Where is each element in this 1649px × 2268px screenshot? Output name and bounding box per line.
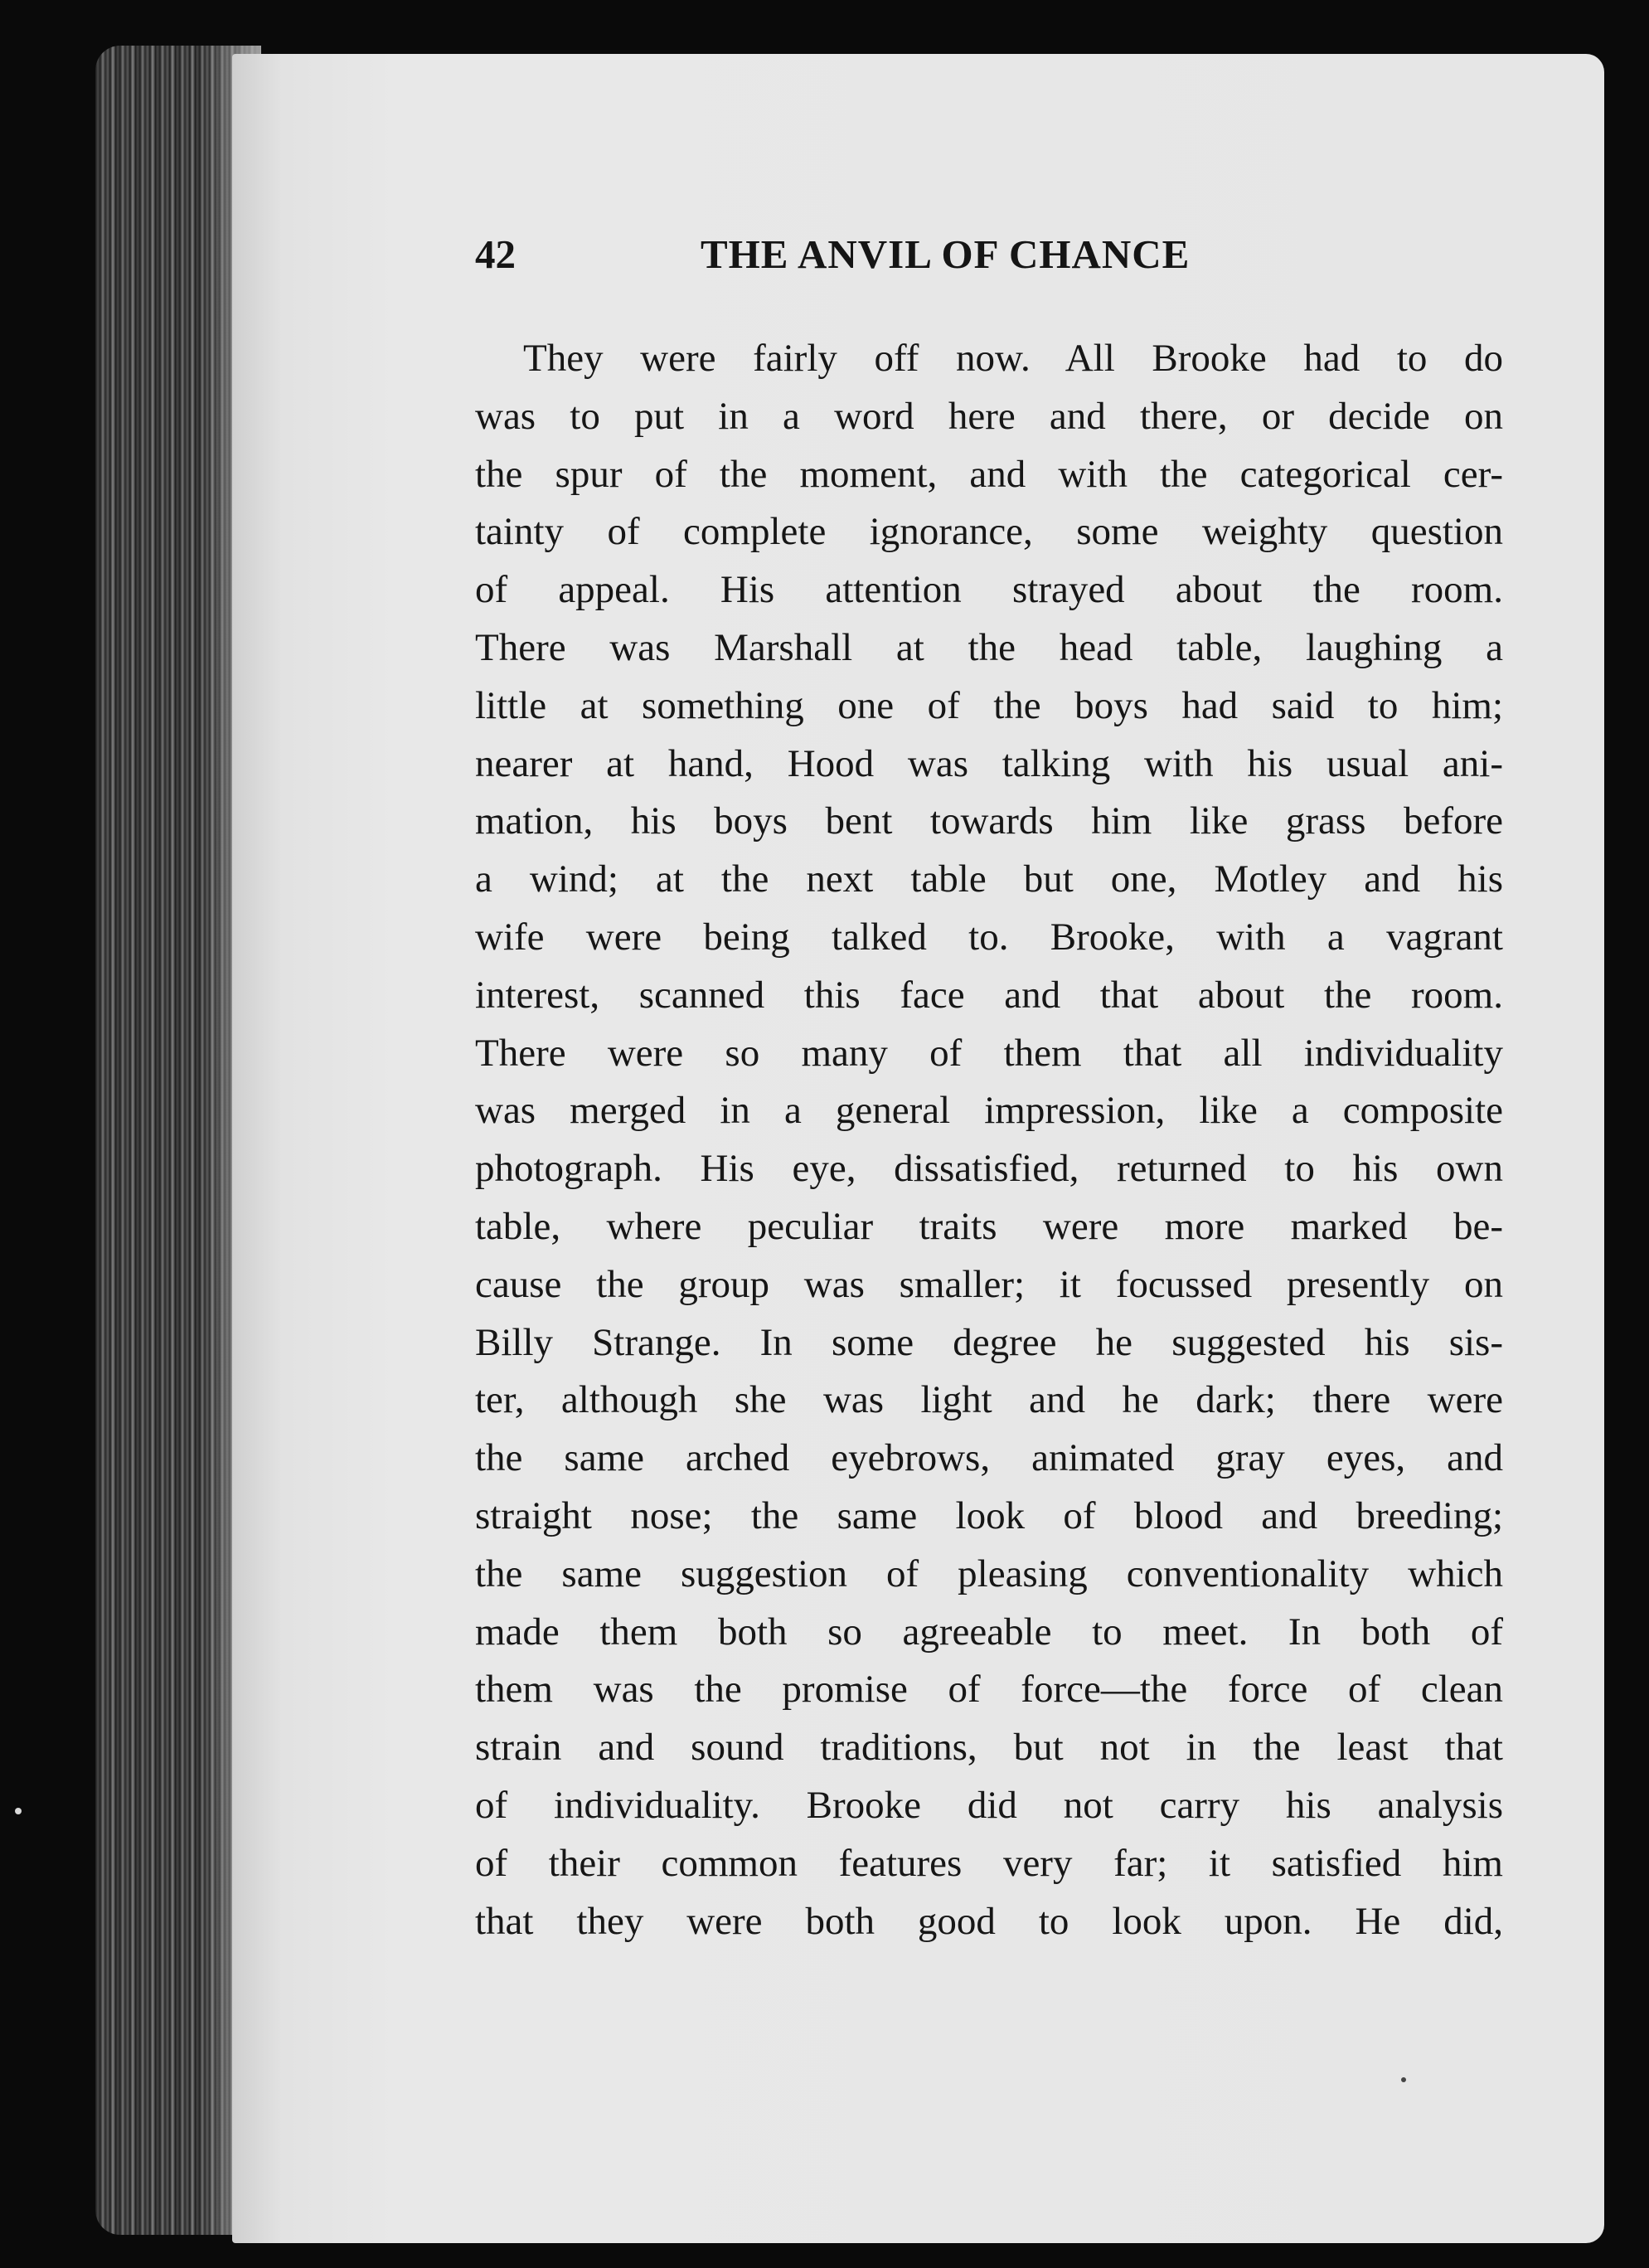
text-line: photograph. His eye, dissatisfied, returned to his own bbox=[475, 1147, 1503, 1191]
body-paragraph bbox=[475, 330, 1503, 1950]
text-line: of appeal. His attention strayed about the room. bbox=[475, 568, 1503, 612]
text-line: nearer at hand, Hood was talking with his usual ani- bbox=[475, 741, 1503, 785]
text-line: Billy Strange. In some degree he suggested his sis- bbox=[475, 1320, 1503, 1364]
text-line: little at something one of the boys had said to him; bbox=[475, 683, 1503, 727]
text-line: tainty of complete ignorance, some weighty question bbox=[475, 510, 1503, 554]
scan-speck bbox=[15, 1808, 22, 1814]
text-line: the spur of the moment, and with the categorical cer- bbox=[475, 452, 1503, 496]
running-title: THE ANVIL OF CHANCE bbox=[701, 231, 1191, 277]
text-line: interest, scanned this face and that about the room. bbox=[475, 973, 1503, 1017]
text-line: They were fairly off now. All Brooke had to do bbox=[523, 337, 1503, 380]
text-line: table, where peculiar traits were more marked be- bbox=[475, 1204, 1503, 1248]
text-line: of their common features very far; it satisfied him bbox=[475, 1841, 1503, 1885]
scan-speck bbox=[1401, 2077, 1406, 2082]
text-line: cause the group was smaller; it focussed presently on bbox=[475, 1262, 1503, 1306]
text-line: There were so many of them that all individuality bbox=[475, 1031, 1503, 1075]
text-line: There was Marshall at the head table, laughing a bbox=[475, 625, 1503, 669]
text-line: that they were both good to look upon. He did, bbox=[475, 1899, 1503, 1943]
running-head bbox=[475, 231, 1271, 289]
text-line: straight nose; the same look of blood and breeding; bbox=[475, 1493, 1503, 1537]
text-line: mation, his boys bent towards him like grass before bbox=[475, 799, 1503, 843]
text-line: ter, although she was light and he dark; there were bbox=[475, 1378, 1503, 1422]
text-line: of individuality. Brooke did not carry his analysis bbox=[475, 1783, 1503, 1827]
text-line: wife were being talked to. Brooke, with a vagrant bbox=[475, 915, 1503, 959]
page-number: 42 bbox=[475, 231, 516, 277]
text-line: the same suggestion of pleasing conventionality which bbox=[475, 1552, 1503, 1595]
text-line: the same arched eyebrows, animated gray eyes, and bbox=[475, 1436, 1503, 1480]
text-line: strain and sound traditions, but not in the least that bbox=[475, 1726, 1503, 1770]
text-line: them was the promise of force—the force of clean bbox=[475, 1668, 1503, 1712]
text-line: was to put in a word here and there, or decide on bbox=[475, 394, 1503, 438]
text-line: was merged in a general impression, like a composite bbox=[475, 1089, 1503, 1133]
text-line: a wind; at the next table but one, Motley and his bbox=[475, 857, 1503, 901]
text-line: made them both so agreeable to meet. In both of bbox=[475, 1610, 1503, 1654]
